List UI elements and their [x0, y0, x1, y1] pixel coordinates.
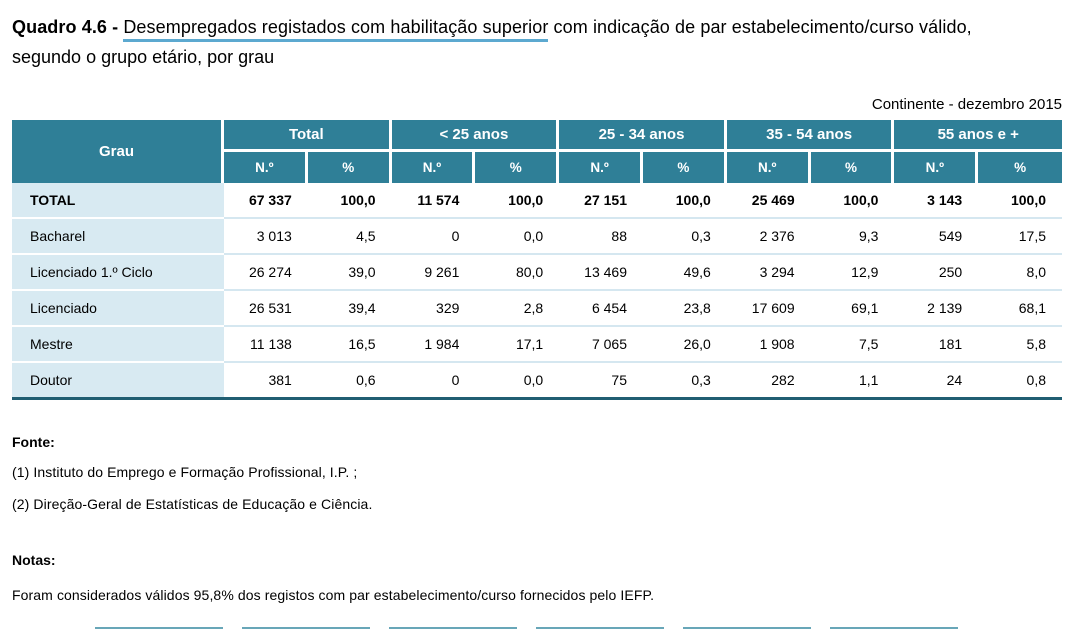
cell-value: 0,0 — [475, 363, 559, 400]
cell-value: 250 — [894, 255, 978, 291]
cell-value: 0,6 — [308, 363, 392, 400]
cell-value: 5,8 — [978, 327, 1062, 363]
table-row-0 — [12, 183, 1062, 219]
fonte-heading: Fonte: — [12, 434, 55, 450]
cell-value: 0,0 — [475, 219, 559, 255]
cell-value: 12,9 — [811, 255, 895, 291]
row-label: Licenciado — [12, 291, 224, 327]
row-label: Doutor — [12, 363, 224, 400]
cell-value: 7,5 — [811, 327, 895, 363]
cell-value: 69,1 — [811, 291, 895, 327]
cell-value: 13 469 — [559, 255, 643, 291]
notas-line-1: Foram considerados válidos 95,8% dos registos com par estabelecimento/curso fornecidos pelo IEFP. — [12, 587, 655, 603]
cell-value: 4,5 — [308, 219, 392, 255]
table-row-5 — [12, 363, 1062, 400]
cell-value: 25 469 — [727, 183, 811, 219]
cell-value: 39,0 — [308, 255, 392, 291]
cell-value: 8,0 — [978, 255, 1062, 291]
table-row-2 — [12, 255, 1062, 291]
data-table — [12, 120, 1062, 400]
cell-value: 68,1 — [978, 291, 1062, 327]
cell-value: 39,4 — [308, 291, 392, 327]
table-row-4 — [12, 327, 1062, 363]
table-row-1 — [12, 219, 1062, 255]
cell-value: 100,0 — [643, 183, 727, 219]
cell-value: 11 574 — [392, 183, 476, 219]
col-sub-4-pct: % — [978, 152, 1062, 183]
table-row-3 — [12, 291, 1062, 327]
cell-value: 67 337 — [224, 183, 308, 219]
cell-value: 49,6 — [643, 255, 727, 291]
row-label: TOTAL — [12, 183, 224, 219]
fonte-line-2: (2) Direção-Geral de Estatísticas de Educação e Ciência. — [12, 496, 373, 512]
cell-value: 7 065 — [559, 327, 643, 363]
cell-value: 0,3 — [643, 363, 727, 400]
cell-value: 2 376 — [727, 219, 811, 255]
cell-value: 1 908 — [727, 327, 811, 363]
col-sub-1-num: N.º — [392, 152, 476, 183]
col-sub-3-pct: % — [811, 152, 895, 183]
cell-value: 6 454 — [559, 291, 643, 327]
cell-value: 2,8 — [475, 291, 559, 327]
cell-value: 1,1 — [811, 363, 895, 400]
col-sub-2-num: N.º — [559, 152, 643, 183]
cell-value: 282 — [727, 363, 811, 400]
table-title — [12, 12, 1077, 42]
cell-value: 9,3 — [811, 219, 895, 255]
table-title-line2: segundo o grupo etário, por grau — [12, 47, 275, 67]
cell-value: 24 — [894, 363, 978, 400]
cell-value: 0 — [392, 363, 476, 400]
row-label: Mestre — [12, 327, 224, 363]
col-sub-1-pct: % — [475, 152, 559, 183]
cell-value: 26 531 — [224, 291, 308, 327]
cell-value: 23,8 — [643, 291, 727, 327]
cell-value: 80,0 — [475, 255, 559, 291]
col-group-2: 25 - 34 anos — [559, 120, 727, 152]
cell-value: 100,0 — [978, 183, 1062, 219]
title-rest: com indicação de par estabelecimento/curso válido, — [548, 17, 972, 37]
cell-value: 329 — [392, 291, 476, 327]
title-underlined-phrase: Desempregados registados com habilitação superior — [123, 17, 548, 42]
row-label: Bacharel — [12, 219, 224, 255]
cell-value: 0,3 — [643, 219, 727, 255]
cell-value: 0 — [392, 219, 476, 255]
table-number: Quadro 4.6 - — [12, 17, 124, 37]
col-group-0: Total — [224, 120, 392, 152]
table-body — [12, 183, 1062, 400]
cell-value: 381 — [224, 363, 308, 400]
cell-value: 100,0 — [308, 183, 392, 219]
col-sub-0-pct: % — [308, 152, 392, 183]
notas-heading: Notas: — [12, 552, 56, 568]
col-sub-0-num: N.º — [224, 152, 308, 183]
cell-value: 11 138 — [224, 327, 308, 363]
col-sub-2-pct: % — [643, 152, 727, 183]
cell-value: 75 — [559, 363, 643, 400]
cell-value: 17,5 — [978, 219, 1062, 255]
col-group-3: 35 - 54 anos — [727, 120, 895, 152]
cell-value: 88 — [559, 219, 643, 255]
corner-header-grau: Grau — [12, 120, 224, 183]
col-group-1: < 25 anos — [392, 120, 560, 152]
fonte-lines — [12, 464, 1077, 512]
cell-value: 1 984 — [392, 327, 476, 363]
cell-value: 9 261 — [392, 255, 476, 291]
cell-value: 3 013 — [224, 219, 308, 255]
cell-value: 3 294 — [727, 255, 811, 291]
cell-value: 17,1 — [475, 327, 559, 363]
cell-value: 27 151 — [559, 183, 643, 219]
cell-value: 100,0 — [811, 183, 895, 219]
cell-value: 181 — [894, 327, 978, 363]
cell-value: 26,0 — [643, 327, 727, 363]
col-sub-4-num: N.º — [894, 152, 978, 183]
col-sub-3-num: N.º — [727, 152, 811, 183]
col-group-4: 55 anos e + — [894, 120, 1062, 152]
row-label: Licenciado 1.º Ciclo — [12, 255, 224, 291]
header-group-row — [12, 120, 1062, 152]
cell-value: 2 139 — [894, 291, 978, 327]
cell-value: 3 143 — [894, 183, 978, 219]
cell-value: 26 274 — [224, 255, 308, 291]
fonte-line-1: (1) Instituto do Emprego e Formação Profissional, I.P. ; — [12, 464, 358, 480]
cell-value: 17 609 — [727, 291, 811, 327]
region-date-caption: Continente - dezembro 2015 — [871, 96, 1062, 113]
cell-value: 0,8 — [978, 363, 1062, 400]
cell-value: 16,5 — [308, 327, 392, 363]
cell-value: 549 — [894, 219, 978, 255]
cell-value: 100,0 — [475, 183, 559, 219]
